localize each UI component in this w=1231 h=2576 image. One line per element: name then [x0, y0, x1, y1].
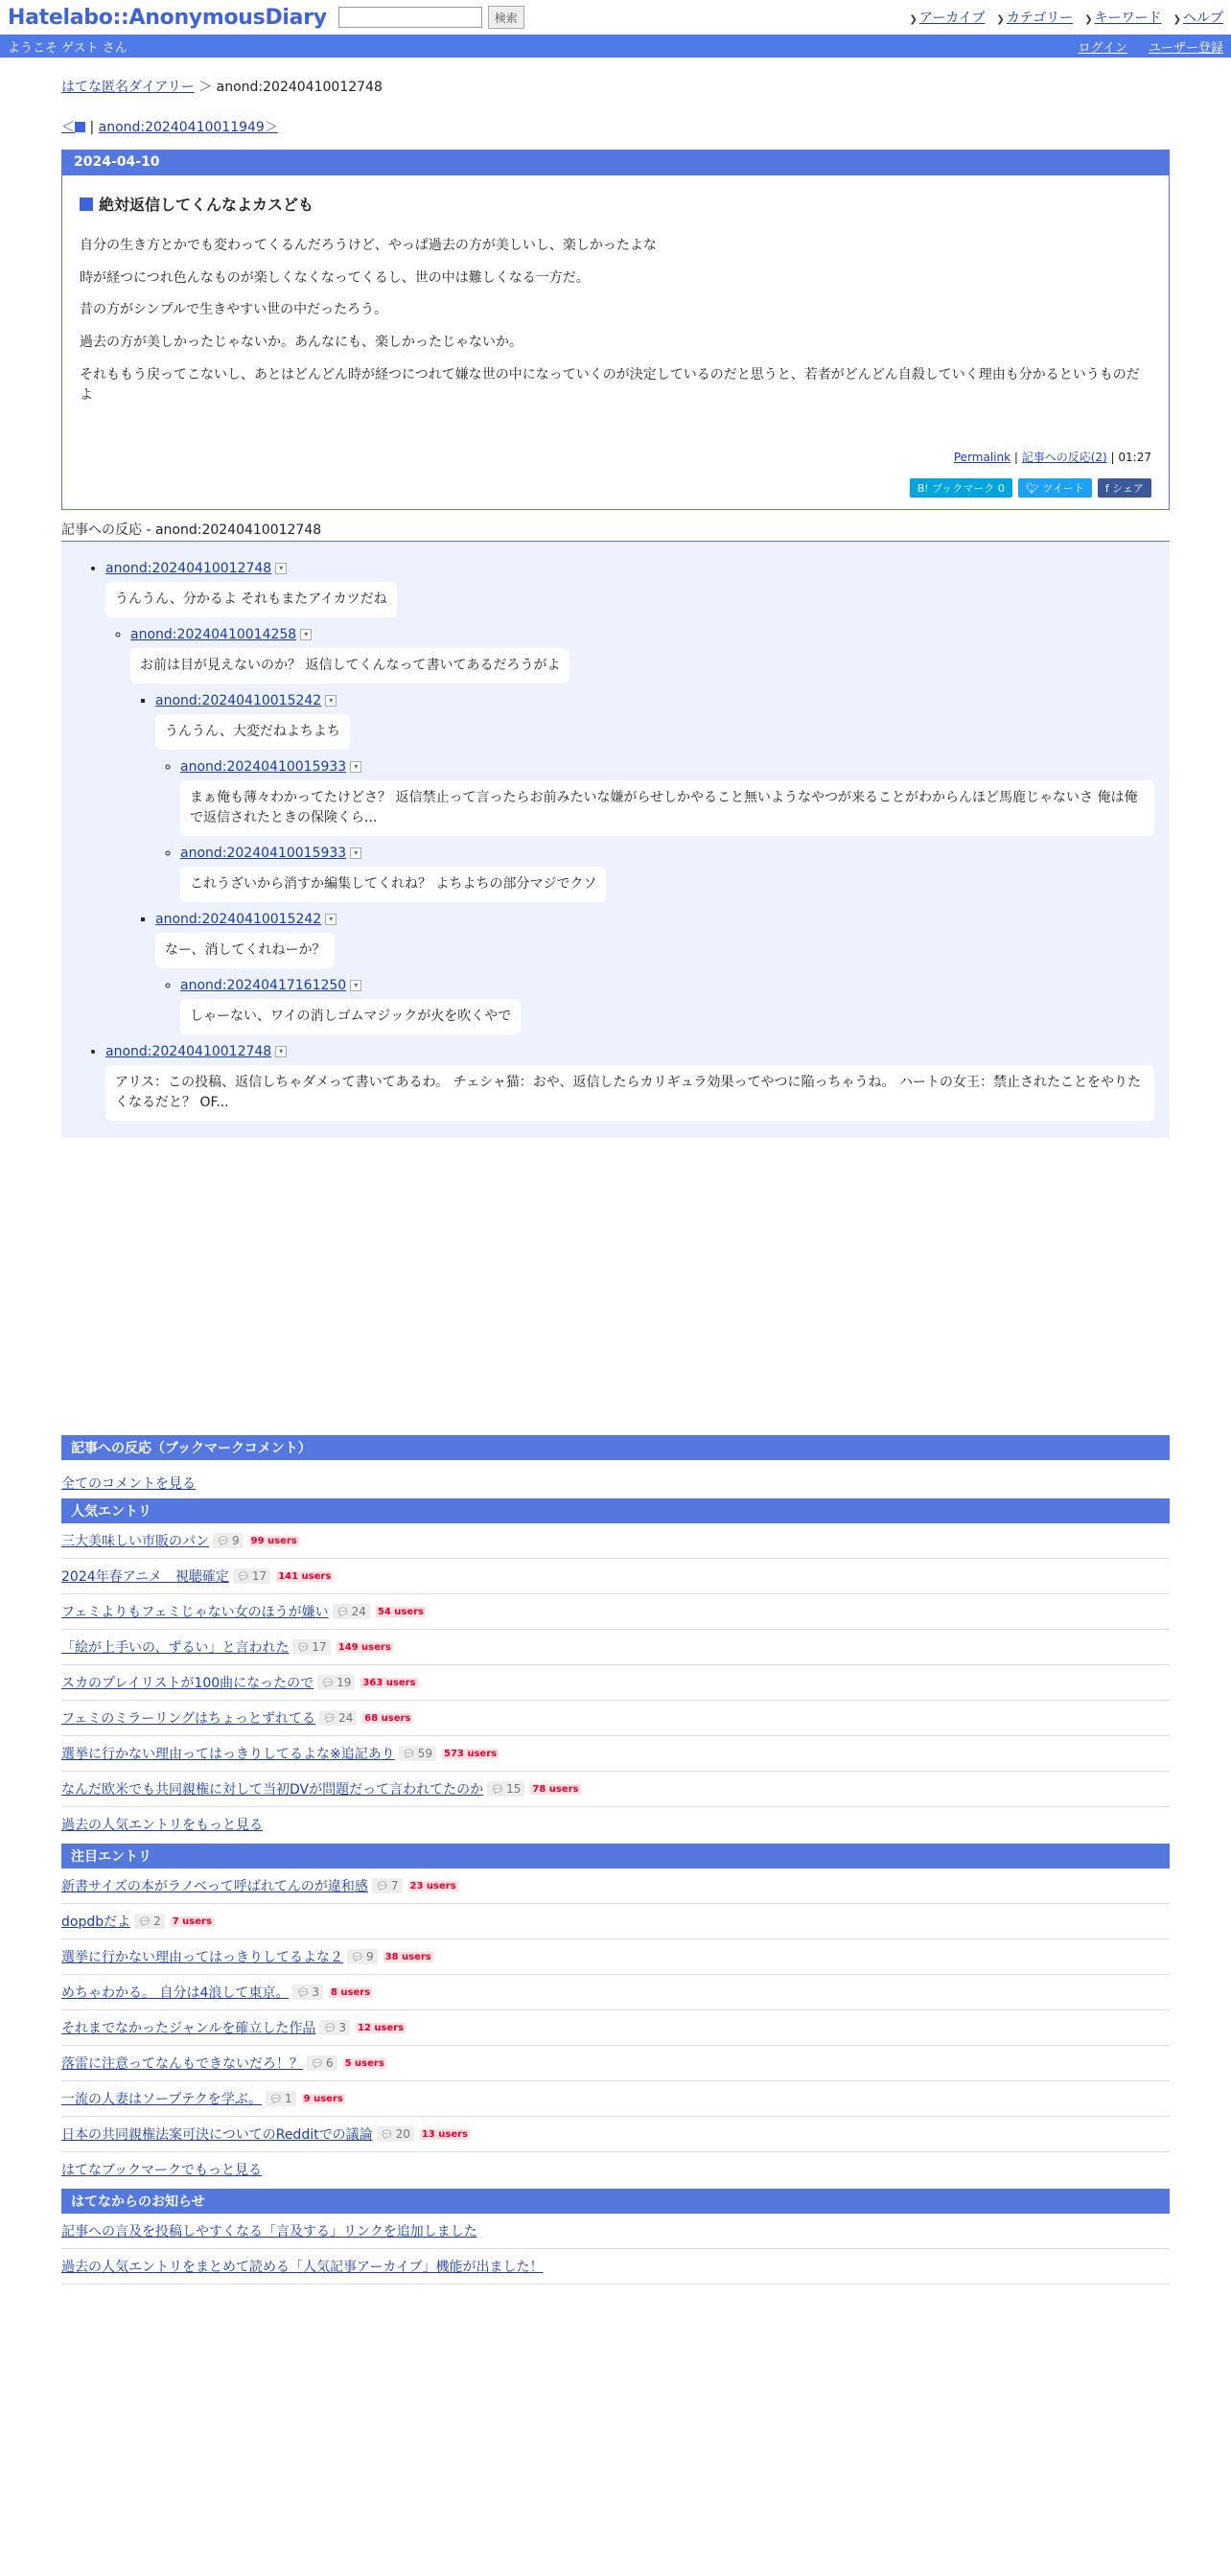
comment-count: 💬︎ 17 [292, 1639, 330, 1655]
comment-count: 💬︎ 1 [266, 2091, 296, 2106]
thread-link[interactable]: anond:20240417161250 [180, 978, 347, 994]
facebook-share-button[interactable]: f シェア [1098, 478, 1151, 498]
breadcrumb-separator: ＞ [198, 80, 213, 95]
comment-icon: 💬︎ [269, 2093, 283, 2106]
all-comments-link[interactable]: 全てのコメントを見る [61, 1476, 196, 1493]
bookmark-users-badge[interactable]: 54 users [377, 1606, 424, 1617]
comment-icon: 💬︎ [296, 1986, 311, 2000]
entry-link[interactable]: 選挙に行かない理由ってはっきりしてるよな※追記あり [61, 1747, 395, 1763]
news-link[interactable]: 記事への言及を投稿しやすくなる「言及する」リンクを追加しました [61, 2224, 477, 2240]
thread-item [130, 627, 1154, 1034]
thread-text: うんうん、分かるよ それもまたアイカツだね [105, 582, 397, 617]
dropdown-icon[interactable]: ▾ [350, 761, 361, 773]
thread-link[interactable]: anond:20240410012748 [105, 561, 272, 577]
entry-row [61, 1772, 1170, 1807]
entry-row [61, 1665, 1170, 1701]
thread-link[interactable]: anond:20240410015933 [180, 759, 347, 776]
nav-keyword[interactable]: キーワード [1094, 11, 1162, 26]
bookmark-users-badge[interactable]: 13 users [421, 2128, 468, 2140]
entry-row [61, 2081, 1170, 2117]
news-item [61, 2249, 1170, 2285]
news-item [61, 2214, 1170, 2249]
bookmark-users-badge[interactable]: 7 users [172, 1915, 212, 1927]
entry-link[interactable]: 日本の共同親権法案可決についてのRedditでの議論 [61, 2127, 373, 2144]
comment-count: 💬︎ 7 [372, 1878, 403, 1893]
main-content [61, 77, 1170, 2285]
dropdown-icon[interactable]: ▾ [350, 980, 361, 991]
article [61, 150, 1170, 510]
thread-text: まぁ俺も薄々わかってたけどさ？ 返信禁止って言ったらお前みたいな嫌がらせしかやること無いようなやつが来ることがわからんほど馬鹿じゃないさ 俺は俺で返信されたときの保険くら... [180, 780, 1154, 836]
breadcrumb [61, 77, 1170, 96]
thread-item [180, 978, 1154, 1034]
user-bar [0, 35, 1231, 58]
comment-icon: 💬︎ [491, 1783, 505, 1797]
entry-link[interactable]: 2024年春アニメ 視聴確定 [61, 1569, 229, 1586]
comment-icon: 💬︎ [375, 1880, 389, 1893]
breadcrumb-current: anond:20240410012748 [216, 80, 383, 95]
comment-icon: 💬︎ [311, 2057, 324, 2071]
popular-entries-header: 人気エントリ [61, 1498, 1170, 1523]
entry-link[interactable]: 選挙に行かない理由ってはっきりしてるよな２ [61, 1950, 343, 1966]
entry-row [61, 2117, 1170, 2152]
thread-link[interactable]: anond:20240410015242 [155, 693, 322, 709]
article-paragraph: 自分の生き方とかでも変わってくるんだろうけど、やっぱ過去の方が美しいし、楽しかったよな [80, 238, 657, 253]
comment-count: 💬︎ 24 [319, 1710, 357, 1726]
dropdown-icon[interactable]: ▾ [275, 563, 287, 574]
article-date: 2024-04-10 [62, 151, 1169, 175]
dropdown-icon[interactable]: ▾ [325, 695, 337, 707]
comment-icon: 💬︎ [323, 1712, 337, 1726]
square-icon [75, 122, 85, 132]
comment-icon: 💬︎ [336, 1606, 350, 1619]
bookmark-users-badge[interactable]: 38 users [384, 1951, 431, 1962]
entry-row [61, 1975, 1170, 2010]
bookmark-users-badge[interactable]: 8 users [330, 1986, 371, 1998]
article-paragraph: それももう戻ってこないし、あとはどんどん時が経つにつれて嫌な世の中になっていくのが決定しているのだと思うと、若者がどんどん自殺していく理由も分かるというものだよ [80, 366, 1140, 404]
chevron-right-icon: ❯ [996, 14, 1005, 25]
lower-sections [61, 1435, 1170, 2285]
chevron-right-icon: ❯ [909, 14, 917, 25]
chevron-right-icon: ❯ [1084, 14, 1093, 25]
dropdown-icon[interactable]: ▾ [350, 847, 361, 859]
thread-text: アリス：この投稿、返信しちゃダメって書いてあるわ。 チェシャ猫：おや、返信したらカリギュラ効果ってやつに陥っちゃうね。 ハートの女王：禁止されたことをやりたくなるだと？ OF... [105, 1065, 1154, 1121]
comment-icon: 💬︎ [402, 1748, 416, 1761]
entry-link[interactable]: スカのプレイリストが100曲になったので [61, 1676, 314, 1692]
thread-item [155, 693, 1154, 902]
entry-link[interactable]: フェミのミラーリングはちょっとずれてる [61, 1711, 316, 1728]
comment-count: 💬︎ 9 [347, 1949, 378, 1964]
bookmark-users-badge[interactable]: 141 users [278, 1570, 332, 1582]
entry-link[interactable]: 三大美味しい市販のパン [61, 1534, 209, 1550]
thread-item [180, 846, 1154, 902]
thread-item [105, 561, 1154, 1034]
comment-count: 💬︎ 59 [399, 1746, 436, 1761]
article-meta: Permalink | 記事への反応(2) | 01:27 [953, 451, 1151, 465]
search-button[interactable]: 検索 [488, 6, 524, 29]
comment-icon: 💬︎ [217, 1535, 230, 1548]
entry-row [61, 1559, 1170, 1594]
bookmark-users-badge[interactable]: 99 users [250, 1535, 297, 1546]
bookmark-users-badge[interactable]: 9 users [303, 2093, 343, 2104]
thread-text: これうざいから消すか編集してくれね？ よちよちの部分マジでクソ [180, 867, 606, 902]
comment-icon: 💬︎ [138, 1915, 152, 1929]
dropdown-icon[interactable]: ▾ [275, 1046, 287, 1057]
bookmark-users-badge[interactable]: 5 users [344, 2057, 384, 2069]
nav-category[interactable]: カテゴリー [1006, 11, 1074, 26]
entry-row [61, 1523, 1170, 1559]
comment-count: 💬︎ 9 [213, 1533, 244, 1548]
comment-icon: 💬︎ [321, 1677, 336, 1690]
entry-link[interactable]: 新書サイズの本がラノベって呼ばれてんのが違和感 [61, 1879, 368, 1895]
article-paragraph: 過去の方が美しかったじゃないか。あんなにも、楽しかったじゃないか。 [80, 335, 523, 351]
login-link[interactable]: ログイン [1078, 40, 1127, 56]
thread-text: お前は目が見えないのか？ 返信してくんなって書いてあるだろうがよ [130, 648, 569, 684]
entry-row [61, 1594, 1170, 1630]
comment-icon: 💬︎ [351, 1951, 364, 1964]
thread-link[interactable]: anond:20240410015242 [155, 912, 322, 928]
prev-next-nav: ＜ | anond:20240410011949＞ [61, 120, 278, 135]
permalink[interactable]: Permalink [953, 451, 1011, 465]
register-link[interactable]: ユーザー登録 [1148, 40, 1223, 56]
comment-count: 💬︎ 2 [134, 1914, 165, 1929]
nav-archive[interactable]: アーカイブ [918, 11, 986, 26]
entry-row [61, 1868, 1170, 1904]
popular-more-link[interactable]: 過去の人気エントリをもっと見る [61, 1818, 263, 1834]
entry-link[interactable]: めちゃわかる。 自分は4浪して東京。 [61, 1985, 290, 2002]
thread-link[interactable]: anond:20240410014258 [130, 627, 297, 643]
thread-item [105, 1044, 1154, 1121]
bookmark-users-badge[interactable]: 363 users [362, 1677, 416, 1688]
reaction-thread [61, 542, 1170, 1138]
entry-row [61, 1701, 1170, 1736]
article-paragraph: 昔の方がシンプルで生きやすい世の中だったろう。 [80, 302, 388, 318]
bookmark-users-badge[interactable]: 23 users [409, 1880, 456, 1891]
entry-link[interactable]: 「絵が上手いの、ずるい」と言われた [61, 1640, 290, 1657]
top-nav [910, 8, 1223, 27]
entry-link[interactable]: 一流の人妻はソープテクを学ぶ。 [61, 2092, 263, 2108]
thread-link[interactable]: anond:20240410015933 [180, 846, 347, 862]
post-time: 01:27 [1118, 451, 1151, 465]
entry-link[interactable]: なんだ欧米でも共同親権に対して当初DVが問題だって言われてたのか [61, 1782, 484, 1799]
square-icon [80, 197, 93, 211]
chevron-right-icon: ❯ [1173, 14, 1181, 25]
comment-count: 💬︎ 19 [317, 1675, 355, 1690]
entry-row [61, 1904, 1170, 1939]
comment-count: 💬︎ 3 [292, 1984, 323, 2000]
entry-row [61, 1939, 1170, 1975]
thread-text: なー、消してくれねーか？ [155, 933, 335, 968]
tweet-button[interactable]: 🐦︎ ツイート [1018, 478, 1092, 498]
entry-row [61, 1630, 1170, 1665]
entry-link[interactable]: dopdbだよ [61, 1915, 131, 1931]
comment-count: 💬︎ 17 [233, 1568, 270, 1584]
dropdown-icon[interactable]: ▾ [300, 629, 312, 640]
hatena-bookmark-button[interactable]: B! ブックマーク 0 [910, 478, 1012, 498]
attention-entries-header: 注目エントリ [61, 1844, 1170, 1868]
thread-text: しゃーない、ワイの消しゴムマジックが火を吹くやで [180, 999, 521, 1034]
article-paragraph: 時が経つにつれ色んなものが楽しくなくなってくるし、世の中は難しくなる一方だ。 [80, 269, 590, 286]
bookmark-users-badge[interactable]: 68 users [364, 1712, 411, 1724]
bookmark-users-badge[interactable]: 12 users [357, 2022, 405, 2033]
entry-link[interactable]: フェミよりもフェミじゃない女のほうが嫌い [61, 1605, 329, 1621]
comment-icon: 💬︎ [323, 2022, 337, 2035]
reactions-title: 記事への反応 - anond:20240410012748 [61, 520, 1170, 542]
attention-more-link[interactable]: はてなブックマークでもっと見る [61, 2163, 263, 2179]
entry-link[interactable]: それまでなかったジャンルを確立した作品 [61, 2021, 316, 2037]
news-header: はてなからのお知らせ [61, 2189, 1170, 2214]
entry-row [61, 2010, 1170, 2046]
prev-link[interactable]: ＜ [61, 120, 85, 135]
entry-row [61, 1736, 1170, 1772]
site-logo[interactable]: Hatelabo::AnonymousDiary [8, 5, 327, 30]
entry-link[interactable]: 落雷に注意ってなんもできないだろ！？ [61, 2056, 303, 2073]
article-body [62, 236, 1169, 406]
welcome-text: ようこそ ゲスト さん [8, 40, 128, 56]
comment-count: 💬︎ 15 [487, 1781, 524, 1797]
comment-count: 💬︎ 24 [333, 1604, 370, 1619]
comment-count: 💬︎ 20 [377, 2126, 414, 2142]
search-input[interactable] [338, 7, 482, 28]
comment-icon: 💬︎ [296, 1641, 311, 1655]
facebook-icon: f [1104, 482, 1113, 496]
breadcrumb-home[interactable]: はてな匿名ダイアリー [61, 80, 195, 95]
next-link[interactable]: anond:20240410011949＞ [98, 120, 278, 135]
comment-count: 💬︎ 3 [319, 2020, 350, 2035]
dropdown-icon[interactable]: ▾ [325, 914, 337, 925]
attention-entries [61, 1868, 1170, 2152]
top-header [0, 0, 1231, 35]
popular-entries [61, 1523, 1170, 1807]
bookmark-users-badge[interactable]: 78 users [532, 1783, 579, 1795]
comment-count: 💬︎ 6 [307, 2055, 337, 2071]
comment-icon: 💬︎ [236, 1570, 250, 1584]
thread-item [180, 759, 1154, 836]
bookmark-users-badge[interactable]: 149 users [337, 1641, 391, 1653]
thread-text: うんうん、大変だねよちよち [155, 714, 350, 750]
thread-link[interactable]: anond:20240410012748 [105, 1044, 272, 1060]
article-title: 絶対返信してくんなよカスども [80, 193, 1151, 215]
twitter-icon: 🐦︎ [1025, 482, 1043, 496]
news-link[interactable]: 過去の人気エントリをまとめて読める「人気記事アーカイブ」機能が出ました！ [61, 2260, 544, 2276]
bookmark-users-badge[interactable]: 573 users [443, 1748, 498, 1759]
bookmark-comments-header: 記事への反応（ブックマークコメント） [61, 1435, 1170, 1460]
reactions-link[interactable]: 記事への反応(2) [1021, 451, 1107, 465]
thread-item [155, 912, 1154, 1034]
comment-icon: 💬︎ [380, 2128, 394, 2142]
share-buttons [62, 478, 1151, 498]
nav-help[interactable]: ヘルプ [1183, 11, 1223, 26]
entry-row [61, 2046, 1170, 2081]
